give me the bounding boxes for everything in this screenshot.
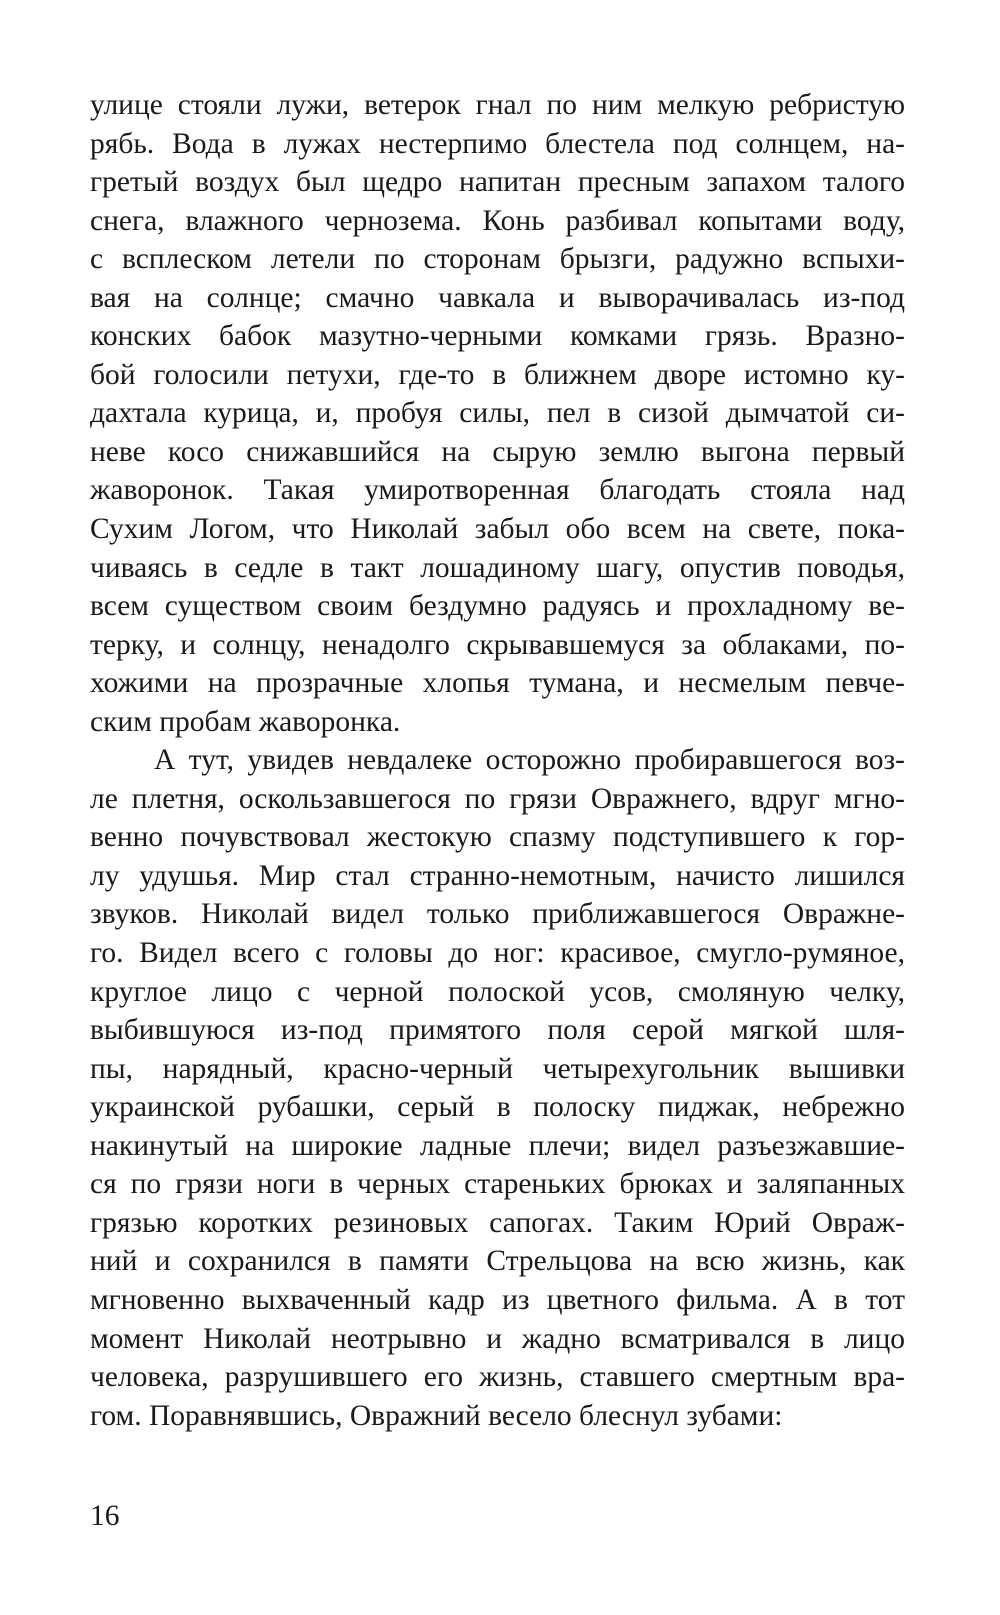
text-line: А тут, увидев невдалеке осторожно пробиравшегося воз- <box>154 744 905 777</box>
text-line: гретый воздух был щедро напитан пресным запахом талого <box>90 166 905 199</box>
text-line: снега, влажного чернозема. Конь разбивал копытами воду, <box>90 204 905 237</box>
text-line: ся по грязи ноги в черных стареньких брюках и заляпанных <box>90 1168 905 1201</box>
text-line: жаворонок. Такая умиротворенная благодать стояла над <box>90 474 905 507</box>
text-line: ским пробам жаворонка. <box>90 705 401 738</box>
text-line: звуков. Николай видел только приближавшегося Овражне- <box>90 898 905 931</box>
text-line: пы, нарядный, красно-черный четырехугольник вышивки <box>90 1052 905 1085</box>
text-line: венно почувствовал жестокую спазму подступившего к гор- <box>90 821 905 854</box>
text-line: Сухим Логом, что Николай забыл обо всем на свете, пока- <box>90 513 905 546</box>
text-line: лу удушья. Мир стал странно-немотным, начисто лишился <box>90 859 905 892</box>
text-line: выбившуюся из-под примятого поля серой мягкой шля- <box>90 1014 905 1047</box>
paragraph-2 <box>90 741 905 1435</box>
text-line: улице стояли лужи, ветерок гнал по ним мелкую ребристую <box>90 89 905 121</box>
text-line: конских бабок мазутно-черными комками грязь. Вразно- <box>90 320 905 353</box>
text-line: ний и сохранился в памяти Стрельцова на всю жизнь, как <box>90 1245 905 1278</box>
book-page-text <box>90 86 905 1435</box>
text-line: дахтала курица, и, пробуя силы, пел в сизой дымчатой си- <box>90 397 905 430</box>
text-line: мгновенно выхваченный кадр из цветного фильма. А в тот <box>90 1283 905 1316</box>
page-number: 16 <box>90 1500 120 1532</box>
text-line: грязью коротких резиновых сапогах. Таким Юрий Овраж- <box>90 1206 905 1239</box>
text-line: ле плетня, оскользавшегося по грязи Овражнего, вдруг мгно- <box>90 782 905 815</box>
text-line: момент Николай неотрывно и жадно всматривался в лицо <box>90 1322 905 1355</box>
text-line: неве косо снижавшийся на сырую землю выгона первый <box>90 435 905 468</box>
paragraph-1 <box>90 86 905 741</box>
text-line: го. Видел всего с головы до ног: красивое, смугло-румяное, <box>90 937 905 970</box>
text-line: человека, разрушившего его жизнь, ставшего смертным вра- <box>90 1361 905 1394</box>
text-line: вая на солнце; смачно чавкала и выворачивалась из-под <box>90 281 905 314</box>
text-line: хожими на прозрачные хлопья тумана, и несмелым певче- <box>90 667 905 700</box>
text-line: круглое лицо с черной полоской усов, смоляную челку, <box>90 975 905 1008</box>
text-line: бой голосили петухи, где-то в ближнем дворе истомно ку- <box>90 358 905 391</box>
text-line: с всплеском летели по сторонам брызги, радужно вспыхи- <box>90 243 905 276</box>
text-line: терку, и солнцу, ненадолго скрывавшемуся за облаками, по- <box>90 628 905 661</box>
text-line: всем существом своим бездумно радуясь и прохладному ве- <box>90 590 905 623</box>
text-line: гом. Поравнявшись, Овражний весело блеснул зубами: <box>90 1399 783 1432</box>
text-line: украинской рубашки, серый в полоску пиджак, небрежно <box>90 1091 905 1124</box>
text-line: накинутый на широкие ладные плечи; видел разъезжавшие- <box>90 1129 905 1162</box>
text-line: чиваясь в седле в такт лошадиному шагу, опустив поводья, <box>90 551 905 584</box>
text-line: рябь. Вода в лужах нестерпимо блестела под солнцем, на- <box>90 127 905 160</box>
